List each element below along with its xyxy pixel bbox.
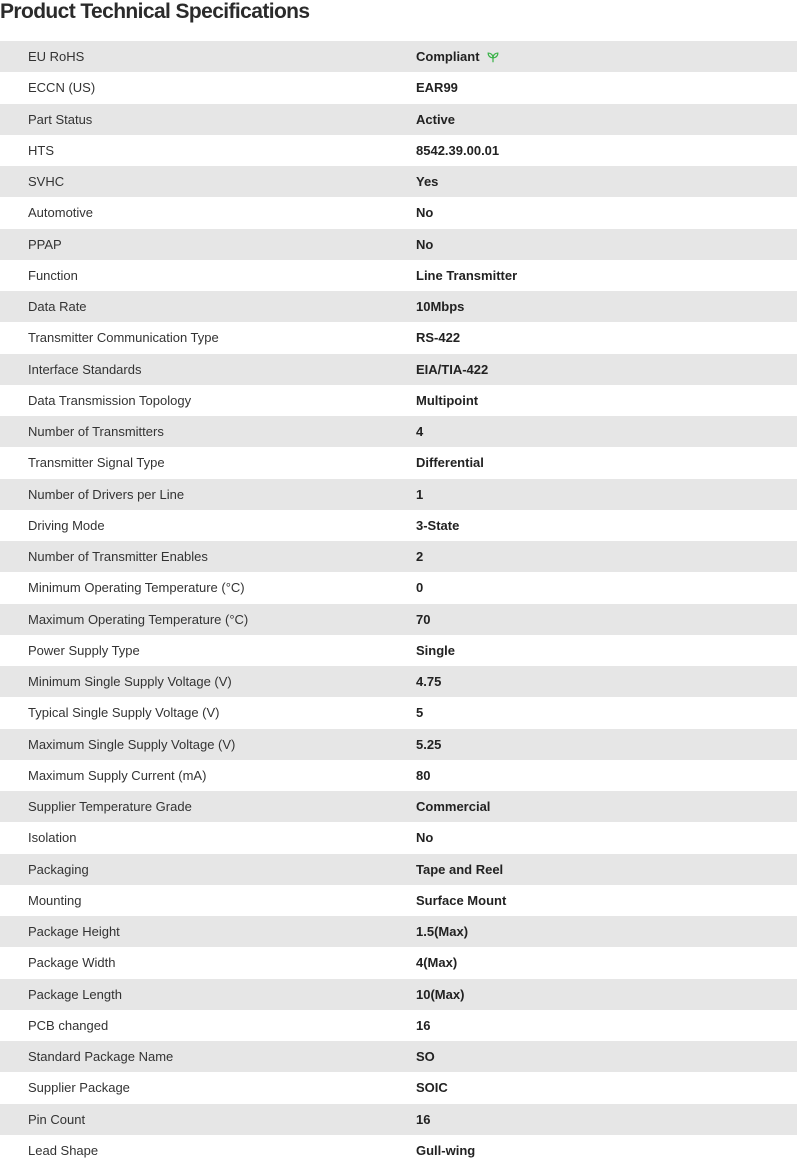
spec-label: Package Width	[28, 955, 116, 971]
spec-value	[416, 549, 797, 564]
spec-value	[416, 674, 797, 689]
spec-row-eu-rohs	[0, 41, 797, 72]
spec-value	[416, 49, 797, 64]
spec-value	[416, 205, 797, 220]
spec-row-maximum-operating-temperature-c	[0, 604, 797, 635]
spec-label: ECCN (US)	[28, 80, 96, 96]
spec-value	[416, 987, 797, 1002]
spec-value-text: Surface Mount	[416, 892, 507, 908]
spec-row-mounting	[0, 885, 797, 916]
spec-row-typical-single-supply-voltage-v	[0, 697, 797, 728]
spec-value-text: 5	[416, 705, 424, 721]
spec-value	[416, 174, 797, 189]
spec-value-text: Gull-wing	[416, 1142, 476, 1158]
spec-value-text: Compliant	[416, 49, 480, 65]
spec-value-text: 10Mbps	[416, 299, 465, 315]
spec-value-text: Line Transmitter	[416, 267, 518, 283]
spec-label: Package Height	[28, 924, 120, 940]
spec-row-supplier-temperature-grade	[0, 791, 797, 822]
spec-value-text: 8542.39.00.01	[416, 142, 500, 158]
spec-row-function	[0, 260, 797, 291]
spec-value-text: RS-422	[416, 330, 461, 346]
spec-label: Automotive	[28, 205, 94, 221]
spec-value	[416, 643, 797, 658]
spec-label: Number of Transmitter Enables	[28, 549, 208, 565]
spec-label: Pin Count	[28, 1111, 86, 1127]
spec-label: Part Status	[28, 111, 93, 127]
spec-value	[416, 112, 797, 127]
spec-value	[416, 893, 797, 908]
spec-row-maximum-supply-current-ma	[0, 760, 797, 791]
spec-row-transmitter-signal-type	[0, 447, 797, 478]
spec-value	[416, 237, 797, 252]
spec-label: Transmitter Signal Type	[28, 455, 165, 471]
spec-value	[416, 80, 797, 95]
spec-value	[416, 737, 797, 752]
spec-value	[416, 799, 797, 814]
spec-row-lead-shape	[0, 1135, 797, 1166]
spec-value-text: 4(Max)	[416, 955, 458, 971]
spec-value	[416, 612, 797, 627]
spec-value	[416, 268, 797, 283]
spec-label: Maximum Single Supply Voltage (V)	[28, 736, 236, 752]
specs-table	[0, 41, 797, 1166]
spec-label: Package Length	[28, 986, 122, 1002]
spec-label: Number of Transmitters	[28, 424, 164, 440]
spec-label: Data Transmission Topology	[28, 392, 192, 408]
spec-row-transmitter-communication-type	[0, 322, 797, 353]
spec-value	[416, 1112, 797, 1127]
spec-value	[416, 1143, 797, 1158]
spec-value	[416, 768, 797, 783]
spec-row-package-width	[0, 947, 797, 978]
spec-row-number-of-drivers-per-line	[0, 479, 797, 510]
spec-value-text: SO	[416, 1049, 435, 1065]
spec-value	[416, 143, 797, 158]
spec-value-text: SOIC	[416, 1080, 448, 1096]
spec-row-svhc	[0, 166, 797, 197]
spec-label: Number of Drivers per Line	[28, 486, 185, 502]
spec-row-maximum-single-supply-voltage-v	[0, 729, 797, 760]
spec-value-text: 1	[416, 486, 424, 502]
spec-row-data-rate	[0, 291, 797, 322]
spec-value-text: Yes	[416, 174, 439, 190]
spec-value-text: Differential	[416, 455, 484, 471]
spec-value	[416, 830, 797, 845]
spec-value-text: 4.75	[416, 674, 442, 690]
spec-value-text: Active	[416, 111, 456, 127]
spec-row-supplier-package	[0, 1072, 797, 1103]
spec-value	[416, 705, 797, 720]
spec-value	[416, 393, 797, 408]
spec-value-text: Multipoint	[416, 392, 479, 408]
spec-label: SVHC	[28, 174, 65, 190]
spec-row-automotive	[0, 197, 797, 228]
spec-value-text: Commercial	[416, 799, 491, 815]
spec-value-text: EAR99	[416, 80, 458, 96]
spec-label: Power Supply Type	[28, 642, 140, 658]
spec-row-package-length	[0, 979, 797, 1010]
spec-row-hts	[0, 135, 797, 166]
spec-label: Lead Shape	[28, 1142, 99, 1158]
spec-row-standard-package-name	[0, 1041, 797, 1072]
spec-label: Minimum Single Supply Voltage (V)	[28, 674, 232, 690]
spec-value-text: 16	[416, 1017, 431, 1033]
spec-label: Maximum Operating Temperature (°C)	[28, 611, 249, 627]
spec-value-text: 16	[416, 1111, 431, 1127]
spec-value	[416, 330, 797, 345]
spec-value-text: Tape and Reel	[416, 861, 504, 877]
spec-value	[416, 362, 797, 377]
spec-value	[416, 424, 797, 439]
spec-value	[416, 1080, 797, 1095]
spec-row-eccn-us	[0, 72, 797, 103]
spec-value	[416, 299, 797, 314]
spec-row-part-status	[0, 104, 797, 135]
spec-value	[416, 518, 797, 533]
spec-label: PCB changed	[28, 1017, 109, 1033]
spec-value	[416, 487, 797, 502]
spec-row-interface-standards	[0, 354, 797, 385]
spec-label: EU RoHS	[28, 49, 85, 65]
spec-row-package-height	[0, 916, 797, 947]
spec-value-text: No	[416, 205, 434, 221]
spec-row-pin-count	[0, 1104, 797, 1135]
spec-label: Function	[28, 267, 78, 283]
spec-value	[416, 1018, 797, 1033]
spec-label: Minimum Operating Temperature (°C)	[28, 580, 245, 596]
spec-row-isolation	[0, 822, 797, 853]
spec-label: Maximum Supply Current (mA)	[28, 767, 207, 783]
spec-value-text: No	[416, 236, 434, 252]
spec-label: Driving Mode	[28, 517, 105, 533]
spec-label: Isolation	[28, 830, 77, 846]
spec-value-text: 2	[416, 549, 424, 565]
page-title: Product Technical Specifications	[0, 0, 310, 23]
spec-row-pcb-changed	[0, 1010, 797, 1041]
spec-value	[416, 862, 797, 877]
spec-row-ppap	[0, 229, 797, 260]
spec-label: Data Rate	[28, 299, 87, 315]
spec-value-text: 4	[416, 424, 424, 440]
spec-value-text: No	[416, 830, 434, 846]
spec-value	[416, 924, 797, 939]
spec-row-packaging	[0, 854, 797, 885]
spec-row-number-of-transmitter-enables	[0, 541, 797, 572]
spec-label: Mounting	[28, 892, 82, 908]
spec-value-text: 5.25	[416, 736, 442, 752]
spec-label: Transmitter Communication Type	[28, 330, 219, 346]
spec-value-text: EIA/TIA-422	[416, 361, 489, 377]
spec-label: Supplier Temperature Grade	[28, 799, 192, 815]
spec-value-text: 70	[416, 611, 431, 627]
spec-value-text: 3-State	[416, 517, 460, 533]
spec-row-minimum-single-supply-voltage-v	[0, 666, 797, 697]
spec-label: Packaging	[28, 861, 89, 877]
spec-label: Typical Single Supply Voltage (V)	[28, 705, 220, 721]
spec-label: Standard Package Name	[28, 1049, 174, 1065]
spec-row-minimum-operating-temperature-c	[0, 572, 797, 603]
spec-label: HTS	[28, 142, 54, 158]
spec-value-text: Single	[416, 642, 456, 658]
spec-value-text: 0	[416, 580, 424, 596]
spec-value-text: 10(Max)	[416, 986, 465, 1002]
spec-value-text: 1.5(Max)	[416, 924, 469, 940]
spec-value	[416, 1049, 797, 1064]
spec-value	[416, 955, 797, 970]
spec-value	[416, 580, 797, 595]
spec-value	[416, 455, 797, 470]
spec-row-number-of-transmitters	[0, 416, 797, 447]
spec-label: Interface Standards	[28, 361, 142, 377]
spec-row-driving-mode	[0, 510, 797, 541]
spec-value-text: 80	[416, 767, 431, 783]
leaf-icon	[486, 50, 500, 64]
spec-label: PPAP	[28, 236, 62, 252]
spec-row-data-transmission-topology	[0, 385, 797, 416]
spec-row-power-supply-type	[0, 635, 797, 666]
spec-label: Supplier Package	[28, 1080, 130, 1096]
